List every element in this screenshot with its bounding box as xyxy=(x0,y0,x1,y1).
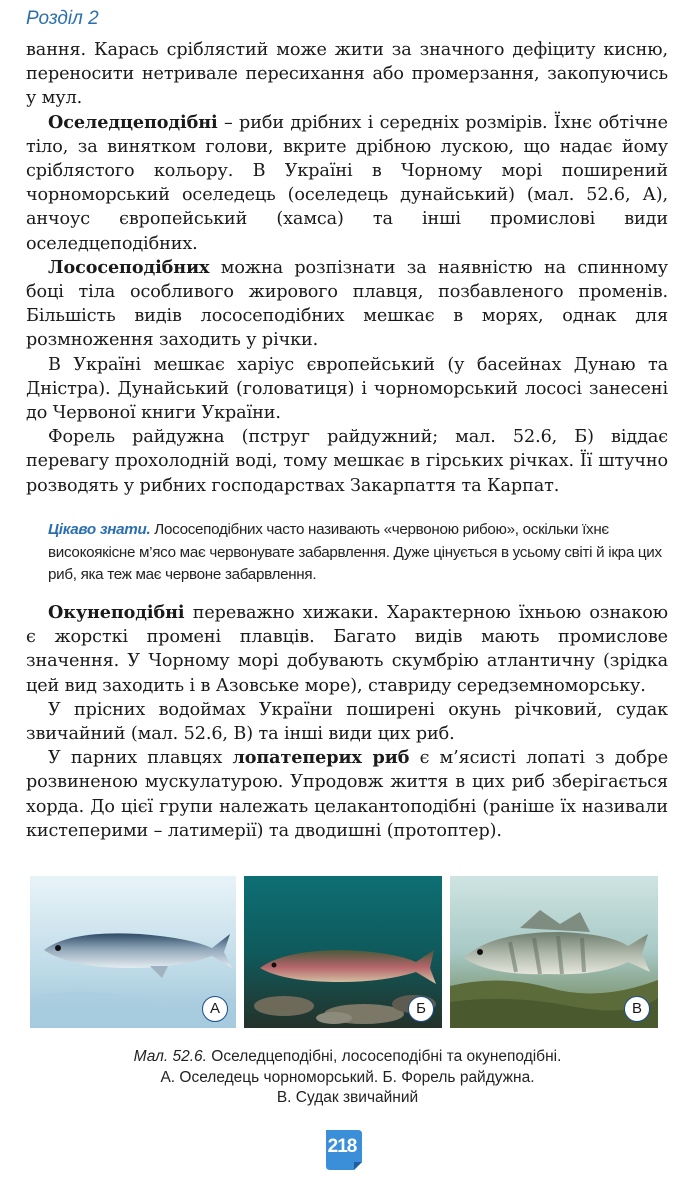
caption-line-3: В. Судак звичайний xyxy=(276,1089,419,1106)
paragraph-text: – риби дрібних і середніх розмірів. Їхнє обтічне тіло, за винятком голови, вкрите дрібною лускою, що надає йому сріблястого кольору. В Україні в Чорному морі поширений чорноморський оселедець (оселедець дунайський) (мал. 52.6, А), анчоус європейський (хамса) та інші промислові види оселедцеподібних. xyxy=(26,112,668,254)
page-number-text: 218 xyxy=(327,1136,357,1157)
photo-zander xyxy=(450,876,658,1028)
term-herring: Оселедцеподібні xyxy=(48,111,218,133)
term-perch: Окунеподібні xyxy=(48,602,185,623)
note-lead: Цікаво знати. xyxy=(48,521,151,538)
paragraph xyxy=(26,601,668,698)
section-header: Розділ 2 xyxy=(26,8,99,29)
label-c: В xyxy=(624,996,650,1022)
caption-lead: Мал. 52.6. xyxy=(133,1048,207,1065)
paragraph xyxy=(26,746,668,843)
caption-line-1 xyxy=(0,1047,695,1068)
label-b: Б xyxy=(408,996,434,1022)
term-lobe-finned: лопатеперих риб xyxy=(232,747,410,769)
paragraph: вання. Карась сріблястий може жити за значного дефіциту кисню, переносити нетривале пересихання або промерзання, закопуючись у мул. xyxy=(26,40,668,109)
paragraph: У прісних водоймах України поширені окунь річковий, судак звичайний (мал. 52.6, В) та інші види цих риб. xyxy=(26,699,668,745)
paragraph-text: можна розпізнати за наявністю на спинному боці тіла особливого жирового плавця, позбавленого променів. Більшість видів лососеподібних мешкає в морях, однак для розмноження заходить у річки. xyxy=(26,257,668,351)
page-number xyxy=(322,1128,366,1172)
paragraph xyxy=(26,111,668,256)
label-a: А xyxy=(202,996,228,1022)
photo-trout xyxy=(244,876,442,1028)
paragraph: В Україні мешкає харіус європейський (у басейнах Дунаю та Дністра). Дунайський (головатиця) і чорноморський лососі занесені до Червоної книги України. xyxy=(26,354,668,424)
figure-photos xyxy=(30,876,658,1028)
main-text-upper xyxy=(26,38,668,498)
main-text-lower xyxy=(26,601,668,843)
photo-herring xyxy=(30,876,236,1028)
term-salmon: Лососеподібних xyxy=(48,256,210,278)
interesting-fact-box xyxy=(48,519,670,587)
paragraph: Форель райдужна (пструг райдужний; мал. 52.6, Б) віддає перевагу прохолодній воді, тому мешкає в гірських річках. Її штучно розводять у рибних господарствах Закарпаття та Карпат. xyxy=(26,427,668,496)
caption-text: Оселедцеподібні, лососеподібні та окунеподібні. xyxy=(207,1048,562,1065)
paragraph-text: переважно хижаки. Характерною їхньою ознакою є жорсткі промені плавців. Багато видів мають промислове значення. У Чорному морі добувають скумбрію атлантичну (зрідка цей вид заходить і в Азовське море), ставриду середземноморську. xyxy=(26,603,668,696)
figure-caption xyxy=(0,1047,695,1109)
paragraph-text: У парних плавцях xyxy=(48,748,233,769)
paragraph xyxy=(26,256,668,353)
note-text: Лососеподібних часто називають «червоною рибою», оскільки їхнє високоякісне м’ясо має червонувате забарвлення. Дуже цінується в усьому світі й ікра цих риб, яка теж має червоне забарвлення. xyxy=(48,521,662,583)
paragraph-text: є м’ясисті лопаті з добре розвиненою мускулатурою. Упродовж життя в цих риб зберігається хорда. До цієї групи належать целакантоподібні (раніше їх називали кистеперими – латимерії) та дводишні (протоптер). xyxy=(26,748,668,841)
caption-line-2: А. Оселедець чорноморський. Б. Форель райдужна. xyxy=(160,1068,535,1086)
